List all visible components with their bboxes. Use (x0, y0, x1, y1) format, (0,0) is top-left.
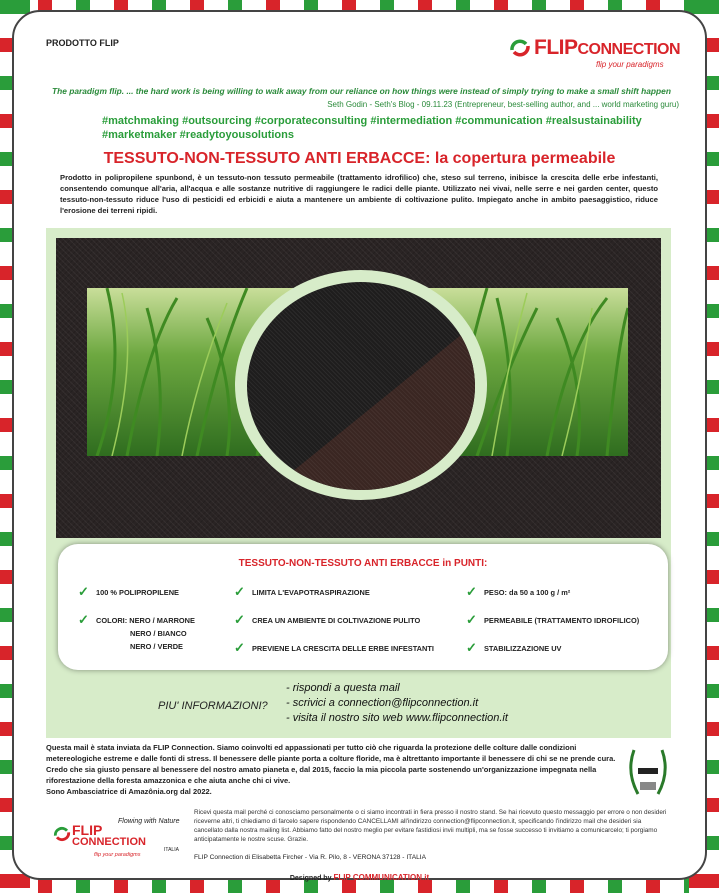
more-info-question: PIU' INFORMAZIONI? (158, 700, 268, 712)
about-paragraph: Questa mail è stata inviata da FLIP Connection. Siamo coinvolti ed appassionati per tutto ciò che riguarda la protezione delle colture dalle condizioni metereologiche estreme e dalle fonti di stress. Il benessere delle piante porta a colture floride, ma è altrettanto importante il benessere di chi se ne prende cura. Credo che sia giusto pensare al benessere del nostro amato pianeta e, dal 2015, faccio la mia piccola parte sostenendo un'organizzazione impegnata nella riforestazione della foresta amazzonica e che aiuta anche chi ci vive. (46, 743, 616, 785)
check-icon: ✓ (234, 640, 245, 655)
email-link[interactable]: - scrivici a connection@flipconnection.it (286, 697, 479, 709)
company-address: FLIP Connection di Elisabetta Fircher - Via R. Pilo, 8 - VERONA 37128 - ITALIA (194, 854, 426, 861)
quote-text: The paradigm flip. ... the hard work is being willing to walk away from our reliance on how things were instead of simply trying to make a small shift happen (52, 86, 671, 96)
point-clean-env: CREA UN AMBIENTE DI COLTIVAZIONE PULITO (252, 616, 421, 625)
hashtags-line-2: #marketmaker #readytoyousolutions (102, 129, 294, 141)
logo-tagline: flip your paradigms (596, 60, 664, 69)
reply-link[interactable]: - rispondi a questa mail (286, 682, 400, 694)
check-icon: ✓ (466, 640, 477, 655)
flowing-with-nature: Flowing with Nature (118, 818, 180, 825)
brown-fabric-swatch (247, 282, 475, 490)
product-label: PRODOTTO FLIP (46, 38, 119, 48)
italia-label: ITALIA (164, 847, 179, 853)
footer-logo-tagline: flip your paradigms (94, 852, 141, 858)
point-weight: PESO: da 50 a 100 g / m² (484, 588, 571, 597)
recycle-arrows-icon (52, 824, 72, 844)
hashtags-line-1: #matchmaking #outsourcing #corporateconsulting #intermediation #communication #realsustainability (102, 115, 642, 127)
point-uv: STABILIZZAZIONE UV (484, 644, 562, 653)
footer-logo-flip: FLIP (72, 822, 103, 838)
key-points-box (58, 544, 668, 670)
footer-logo[interactable] (52, 822, 162, 862)
privacy-notice: Ricevi questa mail perché ci conosciamo personalmente o ci siamo incontrati in fiera presso il nostro stand. Se hai ricevuto questo messaggio per errore o non desideri riceverne altri, ti chiediamo di farcelo sapere rispondendo CANCELLAMI all'indirizzo connection@flipconnection.it, specificando l'indirizzo mail che desideri sia cancellato dalla nostra mailing list. Abbiamo fatto del nostro meglio per evitare fastidiosi invii multipli, ma se fosse successo ti invitiamo a comunicarcelo; ti porgiamo anticipatamente le nostre scuse. Grazie. (194, 809, 667, 843)
recycle-arrows-icon (508, 36, 532, 60)
fabric-sample-circle (247, 282, 475, 490)
point-colors-2: NERO / BIANCO (130, 629, 187, 638)
product-description: Prodotto in polipropilene spunbond, è un tessuto-non tessuto permeabile (trattamento idrofilico) che, steso sul terreno, inibisce la crescita delle erbe infestanti, consentendo comunque all'aria, all'acqua e alle sostanze nutritive di raggiungere le radici delle piante. Utilizzato nei vivai, nelle serre e nei garden center, questo tessuto-non-tessuto riduce l'uso di pesticidi ed erbicidi e aiuta a mantenere un ambiente di coltivazione pulito. Impiegato anche in ambito paesaggistico, riduce l'erosione dei terreni ripidi. (60, 173, 658, 215)
point-colors-3: NERO / VERDE (130, 642, 183, 651)
check-icon: ✓ (234, 584, 245, 599)
designed-by-brand[interactable]: FLIP COMMUNICATION.it (333, 873, 430, 882)
logo-text: FLIPCONNECTION (534, 36, 681, 59)
about-text (46, 742, 618, 797)
check-icon: ✓ (466, 584, 477, 599)
point-weeds: PREVIENE LA CRESCITA DELLE ERBE INFESTANTI (252, 644, 434, 653)
point-permeable: PERMEABILE (TRATTAMENTO IDROFILICO) (484, 616, 640, 625)
hashtags (102, 114, 642, 142)
product-title: TESSUTO-NON-TESSUTO ANTI ERBACCE: la copertura permeabile (103, 150, 616, 167)
check-icon: ✓ (78, 612, 89, 627)
point-colors: COLORI: NERO / MARRONE (96, 616, 195, 625)
point-evapo: LIMITA L'EVAPOTRASPIRAZIONE (252, 588, 370, 597)
point-material: 100 % POLIPROPILENE (96, 588, 179, 597)
check-icon: ✓ (466, 612, 477, 627)
ambassador-text: Sono Ambasciatrice di Amazônia.org dal 2022. (46, 787, 212, 796)
check-icon: ✓ (234, 612, 245, 627)
designed-by (0, 873, 719, 882)
key-points-title: TESSUTO-NON-TESSUTO ANTI ERBACCE in PUNTI: (238, 558, 488, 569)
more-info-list (286, 681, 508, 726)
check-icon: ✓ (78, 584, 89, 599)
website-link[interactable]: - visita il nostro sito web www.flipconnection.it (286, 712, 508, 724)
quote-source: Seth Godin - Seth's Blog - 09.11.23 (Entrepreneur, best-selling author, and ... world marketing guru) (327, 100, 679, 109)
footer-logo-connection: CONNECTION (72, 836, 146, 848)
designed-by-label: Designed by (289, 875, 332, 882)
ambassador-badge-icon (624, 742, 672, 802)
flip-connection-logo[interactable] (508, 34, 681, 80)
